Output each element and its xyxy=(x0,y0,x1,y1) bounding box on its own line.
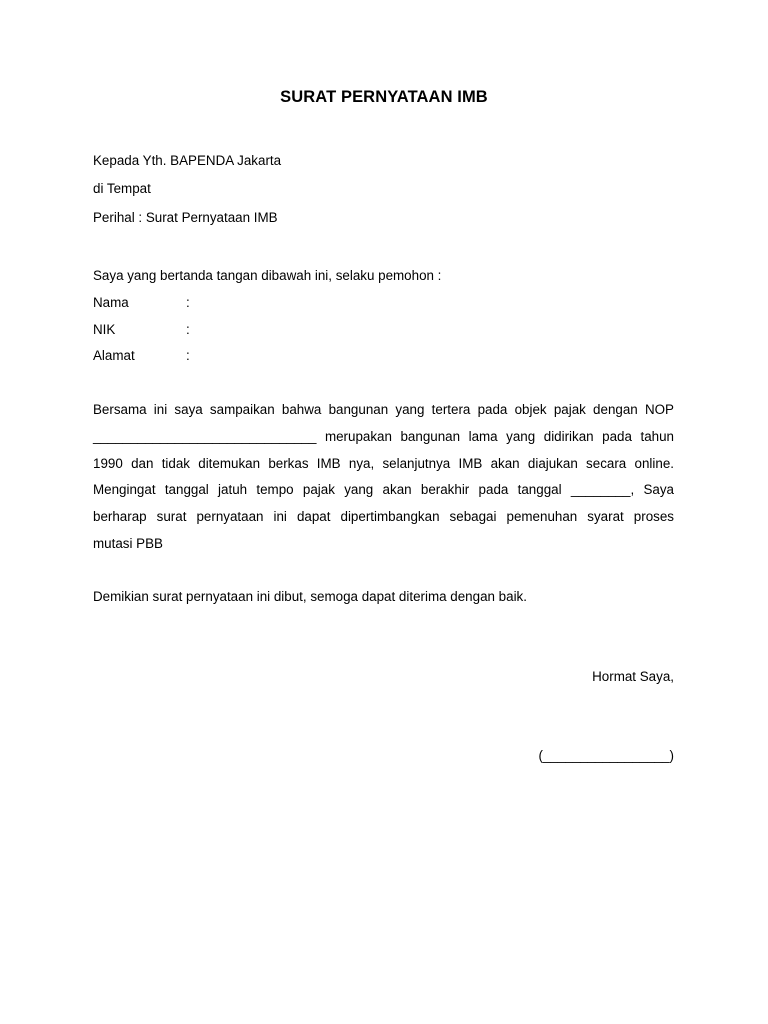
field-label: Alamat xyxy=(93,348,135,363)
signature-name-blank: (_________________) xyxy=(538,748,674,763)
subject-line: Perihal : Surat Pernyataan IMB xyxy=(93,210,278,225)
recipient-line: Kepada Yth. BAPENDA Jakarta xyxy=(93,153,282,168)
page-title: SURAT PERNYATAAN IMB xyxy=(280,88,488,106)
signature-greeting: Hormat Saya, xyxy=(592,669,674,684)
place-line: di Tempat xyxy=(93,181,151,196)
intro-line: Saya yang bertanda tangan dibawah ini, selaku pemohon : xyxy=(93,268,442,283)
field-row-alamat xyxy=(93,347,190,365)
field-row-nik xyxy=(93,321,190,339)
body-paragraph-line: mutasi PBB xyxy=(93,536,163,551)
body-paragraph-line: 1990 dan tidak ditemukan berkas IMB nya, selanjutnya IMB akan diajukan secara online. xyxy=(93,456,674,471)
body-paragraph-line: berharap surat pernyataan ini dapat dipertimbangkan sebagai pemenuhan syarat proses xyxy=(93,509,674,524)
body-paragraph-line: ______________________________ merupakan bangunan lama yang didirikan pada tahun xyxy=(93,429,674,444)
closing-line: Demikian surat pernyataan ini dibut, semoga dapat diterima dengan baik. xyxy=(93,589,527,604)
field-separator: : xyxy=(186,322,190,337)
field-label: Nama xyxy=(93,295,129,310)
body-paragraph-line: Mengingat tanggal jatuh tempo pajak yang akan berakhir pada tanggal ________, Saya xyxy=(93,482,674,497)
field-separator: : xyxy=(186,348,190,363)
body-paragraph-line: Bersama ini saya sampaikan bahwa bangunan yang tertera pada objek pajak dengan NOP xyxy=(93,402,674,417)
field-label: NIK xyxy=(93,322,116,337)
field-separator: : xyxy=(186,295,190,310)
field-row-nama xyxy=(93,294,190,312)
